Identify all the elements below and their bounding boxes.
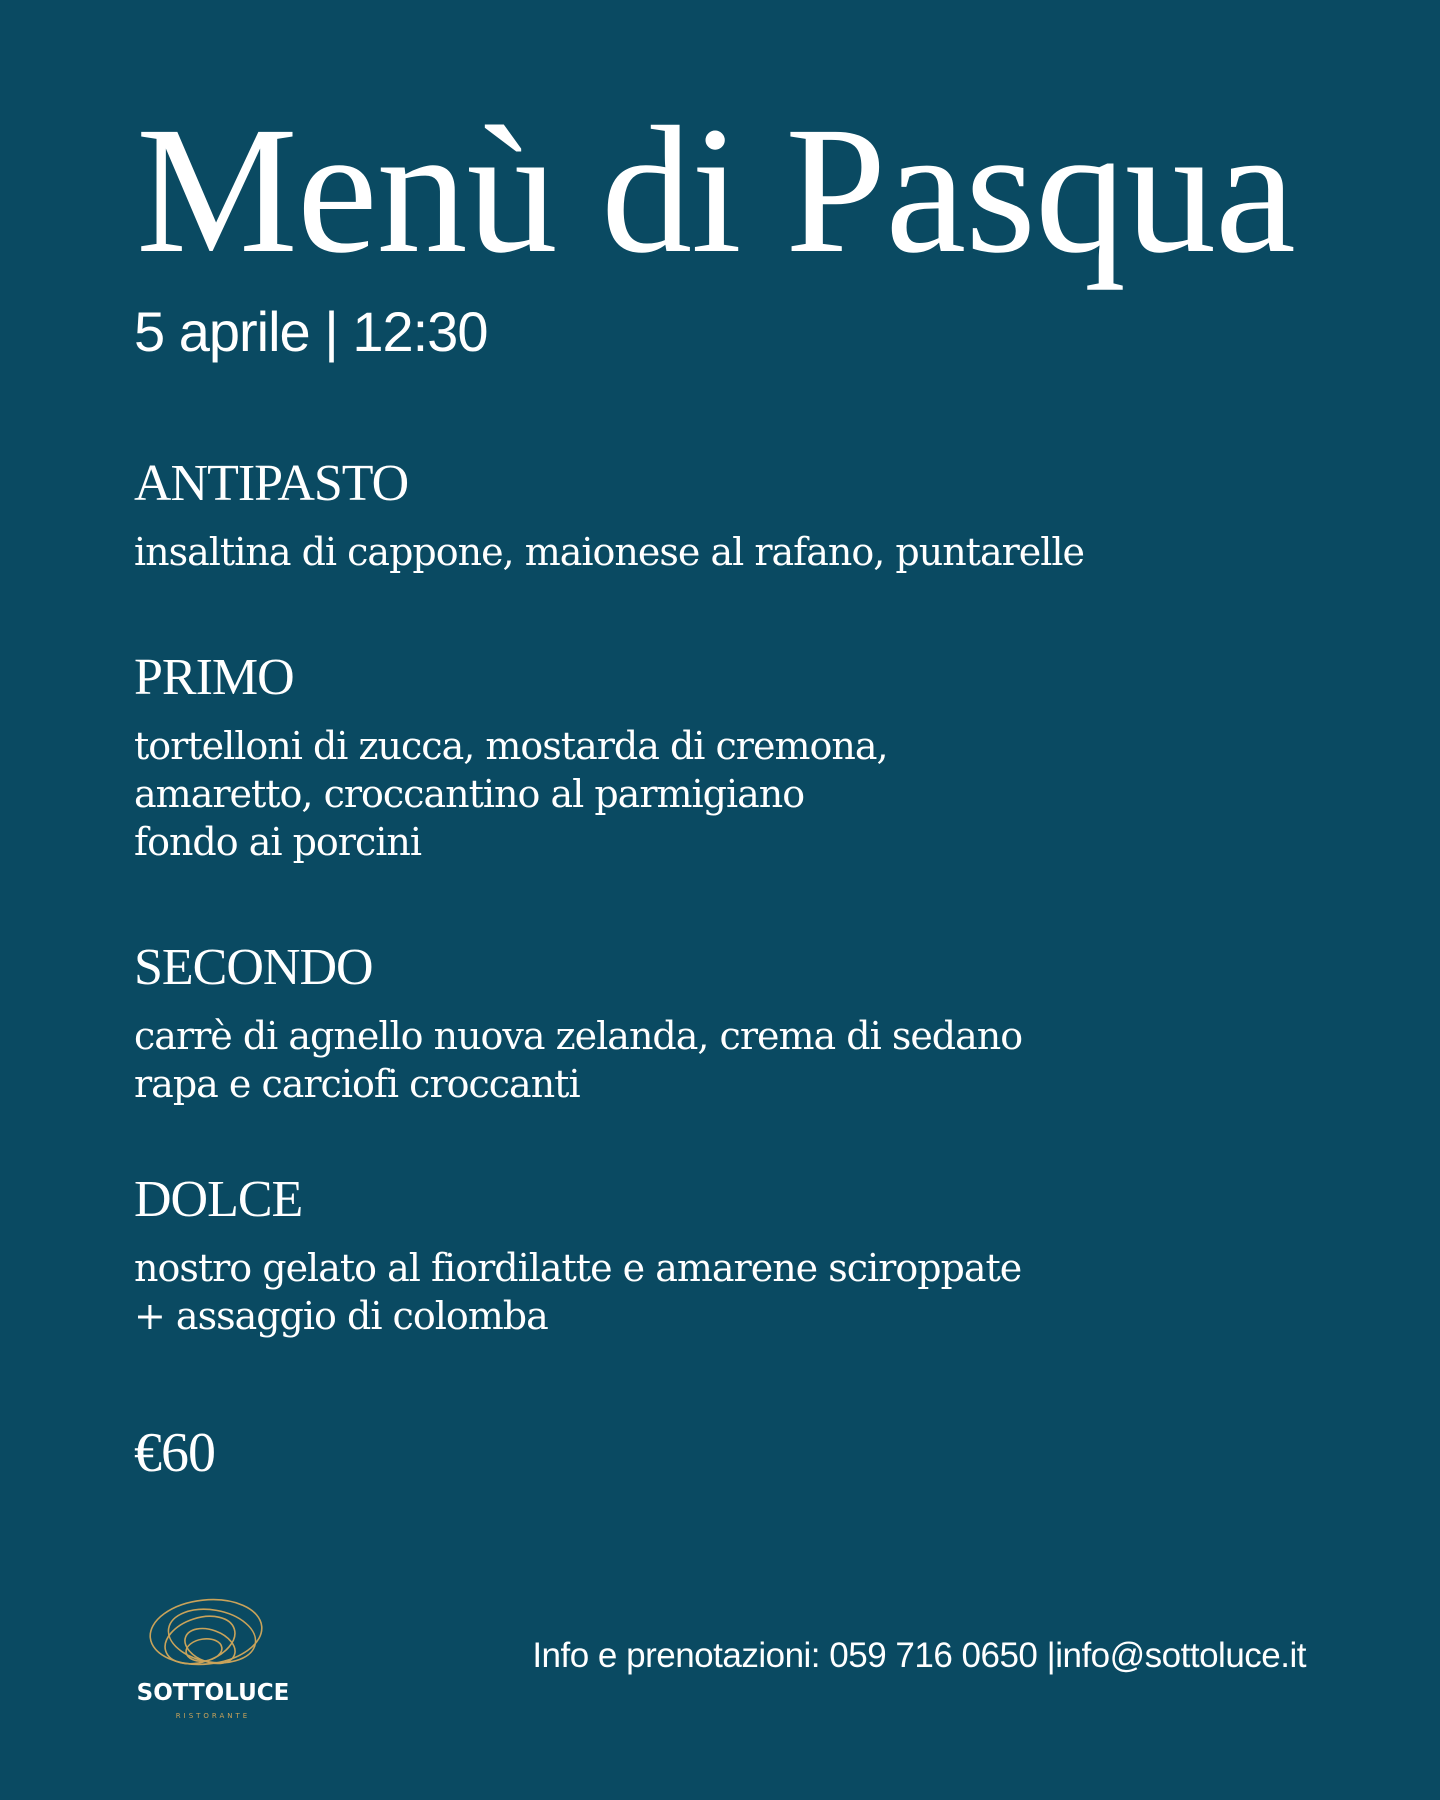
swirl-logo-icon [142,1588,272,1684]
contact-separator: | [1046,1636,1056,1675]
contact-info [532,1636,1306,1676]
event-date-time: 5 aprile | 12:30 [134,300,488,363]
page-title: Menù di Pasqua [136,90,1295,291]
course-description-line: + assaggio di colomba [134,1294,548,1338]
course-secondo [134,939,1334,1108]
logo-subtitle: RISTORANTE [175,1712,251,1720]
course-description-line: fondo ai porcini [134,820,422,864]
course-heading: SECONDO [134,939,373,996]
course-dolce [134,1171,1334,1340]
course-primo [134,649,1334,866]
sottoluce-logo [132,1588,302,1722]
menu-price: €60 [134,1422,215,1484]
course-description-line: amaretto, croccantino al parmigiano [134,772,805,816]
course-description-line: tortelloni di zucca, mostarda di cremona, [134,724,888,768]
course-heading: PRIMO [134,649,294,706]
course-description-line: rapa e carciofi croccanti [134,1062,580,1106]
phone-link[interactable]: 059 716 0650 [829,1636,1038,1675]
email-link[interactable]: info@sottoluce.it [1055,1636,1306,1675]
course-antipasto [134,455,1334,576]
course-description-line: nostro gelato al fiordilatte e amarene sciroppate [134,1246,1022,1290]
course-description-line: carrè di agnello nuova zelanda, crema di sedano [134,1014,1023,1058]
course-heading: DOLCE [134,1171,303,1228]
contact-label: Info e prenotazioni: [532,1636,821,1675]
logo-wordmark: SOTTOLUCE [136,1680,290,1706]
course-description-line: insaltina di cappone, maionese al rafano, puntarelle [134,530,1085,574]
course-heading: ANTIPASTO [134,455,409,512]
